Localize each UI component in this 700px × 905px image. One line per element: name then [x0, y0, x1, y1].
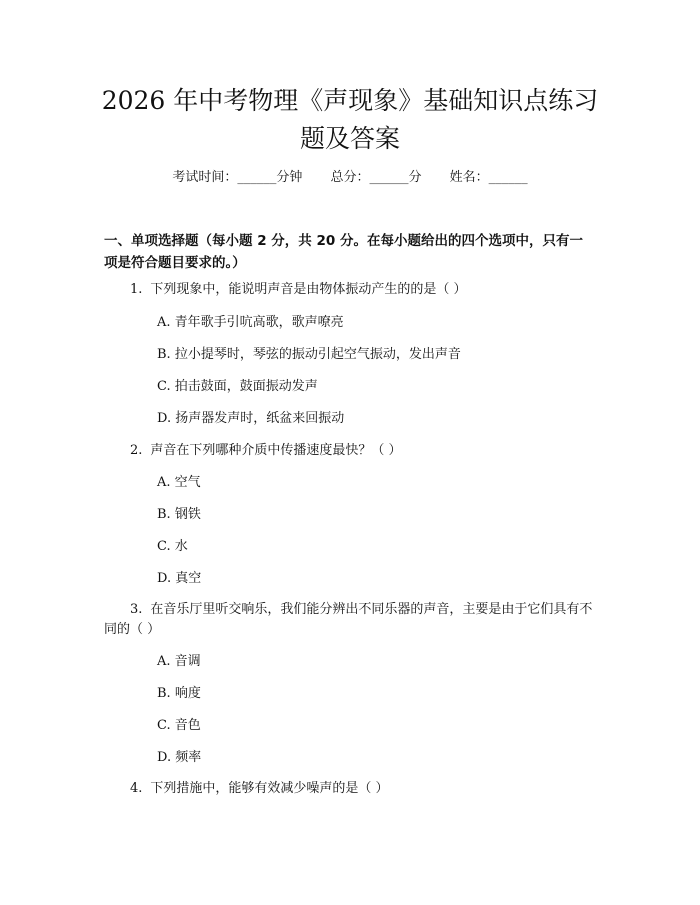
option-2c: C. 水: [157, 539, 188, 554]
question-number: 3.: [130, 602, 143, 617]
option-1d: D. 扬声器发声时，纸盆来回振动: [157, 411, 345, 426]
question-number: 4.: [130, 781, 143, 796]
question-3: [104, 600, 594, 640]
question-text: 下列措施中，能够有效减少噪声的是（ ）: [150, 781, 389, 796]
option-2b: B. 钢铁: [157, 507, 201, 522]
option-3b: B. 响度: [157, 686, 201, 701]
exam-time-field: 考试时间：______分钟: [172, 170, 303, 185]
option-3a: A. 音调: [157, 654, 201, 669]
question-text: 下列现象中，能说明声音是由物体振动产生的的是（ ）: [150, 282, 467, 297]
option-1a: A. 青年歌手引吭高歌，歌声嘹亮: [157, 315, 344, 330]
name-field: 姓名：______: [449, 170, 528, 185]
question-number: 1.: [130, 282, 143, 297]
option-3c: C. 音色: [157, 718, 201, 733]
question-4: [130, 779, 389, 799]
exam-info-row: [0, 168, 700, 188]
option-2d: D. 真空: [157, 571, 202, 586]
section-heading: 一、单项选择题（每小题 2 分，共 20 分。在每小题给出的四个选项中，只有一项是符合题目要求的。）: [104, 233, 583, 271]
option-3d: D. 频率: [157, 750, 202, 765]
document-title: 2026 年中考物理《声现象》基础知识点练习题及答案: [101, 86, 599, 153]
question-1: [130, 280, 467, 300]
question-text: 声音在下列哪种介质中传播速度最快？（ ）: [150, 443, 402, 458]
question-number: 2.: [130, 443, 143, 458]
option-1b: B. 拉小提琴时，琴弦的振动引起空气振动，发出声音: [157, 347, 461, 362]
question-text: 在音乐厅里听交响乐，我们能分辨出不同乐器的声音，主要是由于它们具有不同的（ ）: [104, 602, 593, 637]
total-score-field: 总分：______分: [330, 170, 422, 185]
option-1c: C. 拍击鼓面，鼓面振动发声: [157, 379, 318, 394]
option-2a: A. 空气: [157, 475, 201, 490]
question-2: [130, 441, 402, 461]
